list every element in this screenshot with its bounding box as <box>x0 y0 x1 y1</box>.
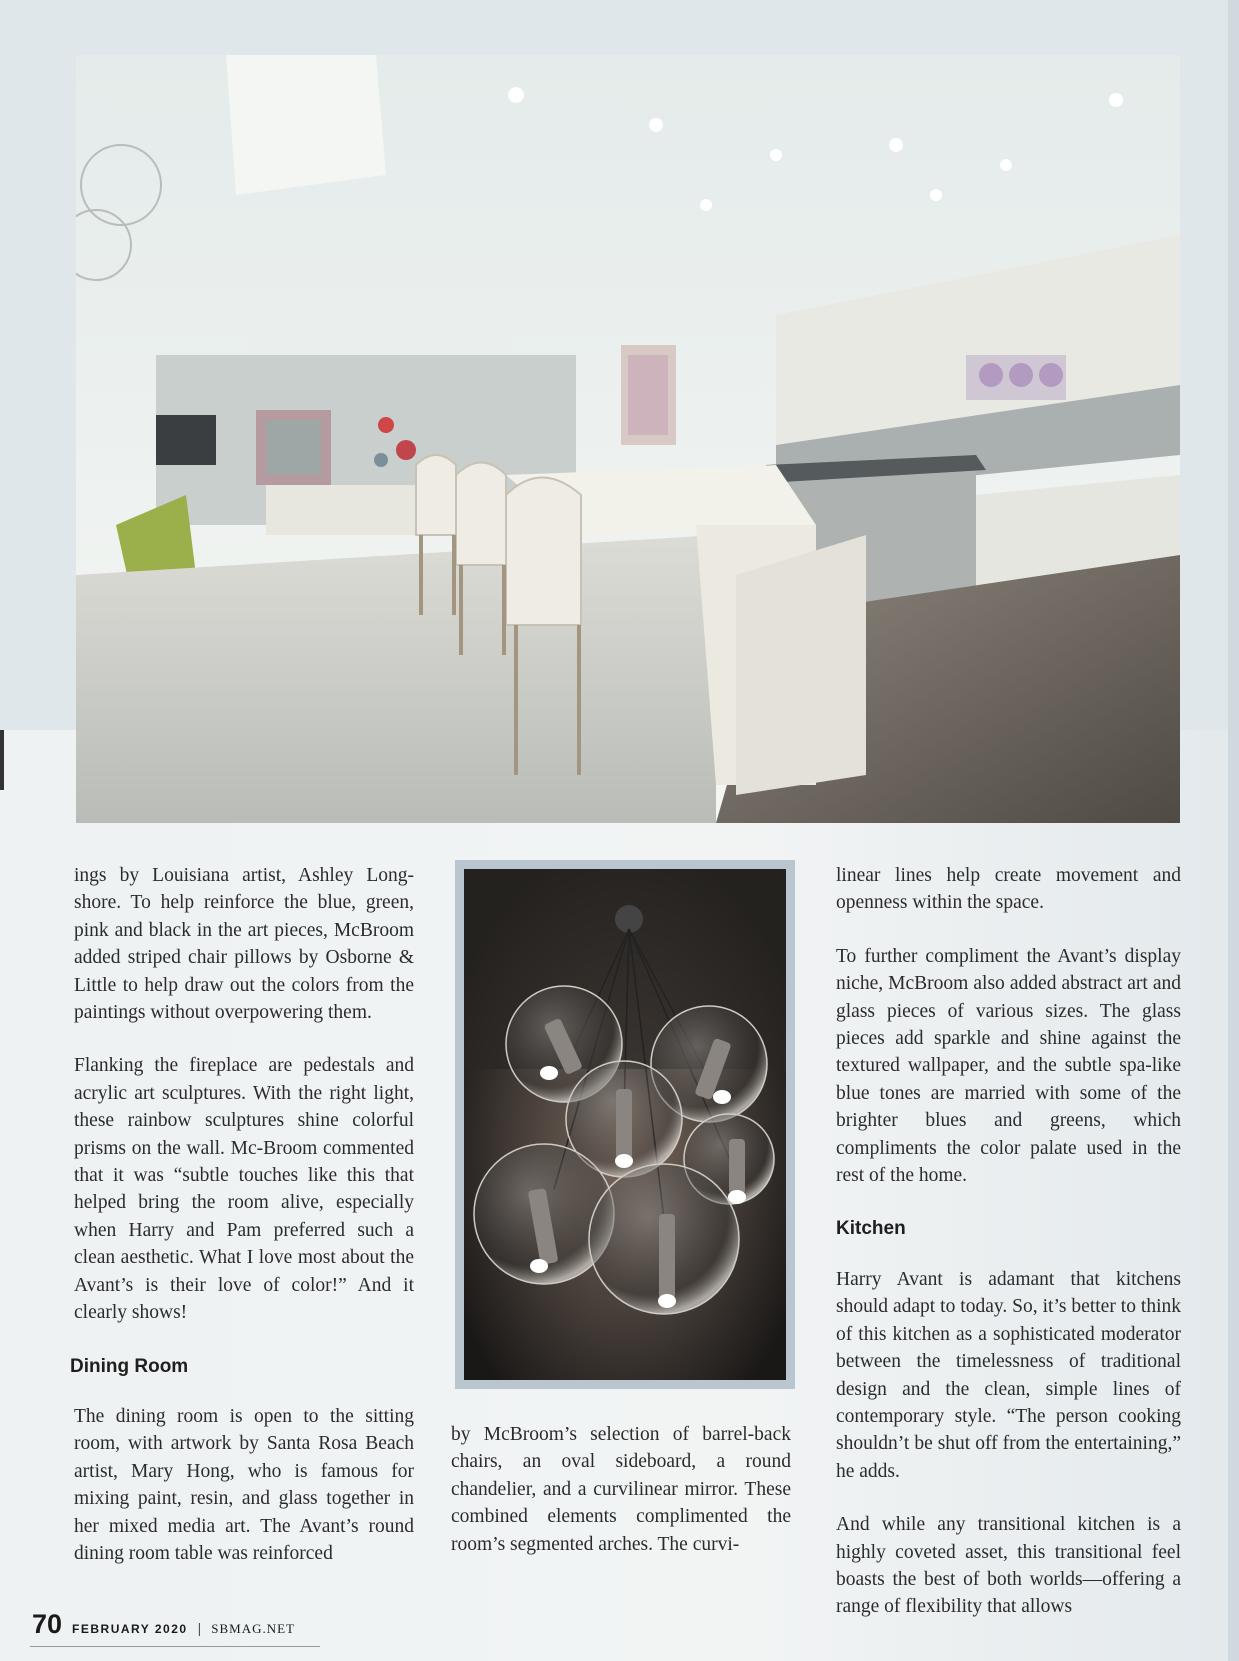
kitchen-photo <box>76 55 1180 823</box>
page-footer <box>32 1609 295 1639</box>
page-number: 70 <box>32 1609 63 1639</box>
paragraph: The dining room is open to the sitting room, with artwork by Santa Rosa Beach artist, Mary Hong, who is famous for mixing paint, resin, and glass together in her mixed media art. The Avant’s round dining room table was reinforced <box>74 1405 414 1564</box>
paragraph: Harry Avant is adamant that kitchens should adapt to today. So, it’s better to think of this kitchen as a sophisticated moderator between the timelessness of traditional design and the clean, simple lines of contemporary style. “The person cooking shouldn’t be shut off from the entertaining,” he adds. <box>836 1268 1181 1482</box>
text-column-middle <box>451 1421 791 1584</box>
chandelier-photo-frame <box>455 860 795 1389</box>
section-heading-dining-room: Dining Room <box>70 1355 189 1377</box>
paragraph: ings by Louisiana artist, Ashley Long-shore. To help reinforce the blue, green, pink and black in the art pieces, McBroom added striped chair pillows by Osborne & Little to help draw out the colors from the paintings without overpowering them. <box>74 865 414 1024</box>
footer-separator: | <box>197 1620 202 1636</box>
paragraph: Flanking the fireplace are pedestals and acrylic art sculptures. With the right light, these rainbow sculptures shine colorful prisms on the wall. Mc-Broom commented that it was “subtle touches like this that helped bring the room alive, especially when Harry and Pam preferred such a clean aesthetic. What I love most about the Avant’s is their love of color!” And it clearly shows! <box>74 1055 414 1324</box>
paragraph: And while any transitional kitchen is a highly coveted asset, this transitional feel boasts the best of both worlds—offering a range of flexibility that allows <box>836 1514 1181 1618</box>
site-name: SBMAG.NET <box>211 1621 295 1636</box>
paragraph: linear lines help create movement and openness within the space. <box>836 865 1181 914</box>
section-heading-kitchen: Kitchen <box>836 1218 906 1240</box>
right-edge <box>1228 0 1239 1661</box>
chandelier-photo <box>464 869 786 1380</box>
paragraph: by McBroom’s selection of barrel-back chairs, an oval sideboard, a round chandelier, and a curvilinear mirror. These combined elements complimented the room’s segmented arches. The curvi- <box>451 1424 791 1555</box>
paragraph: To further compliment the Avant’s display niche, McBroom also added abstract art and glass pieces of various sizes. The glass pieces add sparkle and shine against the textured wallpaper, and the subtle spa-like blue tones are married with some of the brighter blues and greens, which compliments the color palate used in the rest of the home. <box>836 945 1181 1187</box>
left-edge-mark <box>0 730 4 790</box>
text-column-left <box>70 862 414 1593</box>
text-column-right <box>836 862 1181 1647</box>
footer-rule <box>30 1646 320 1647</box>
issue-date: FEBRUARY 2020 <box>72 1622 188 1636</box>
